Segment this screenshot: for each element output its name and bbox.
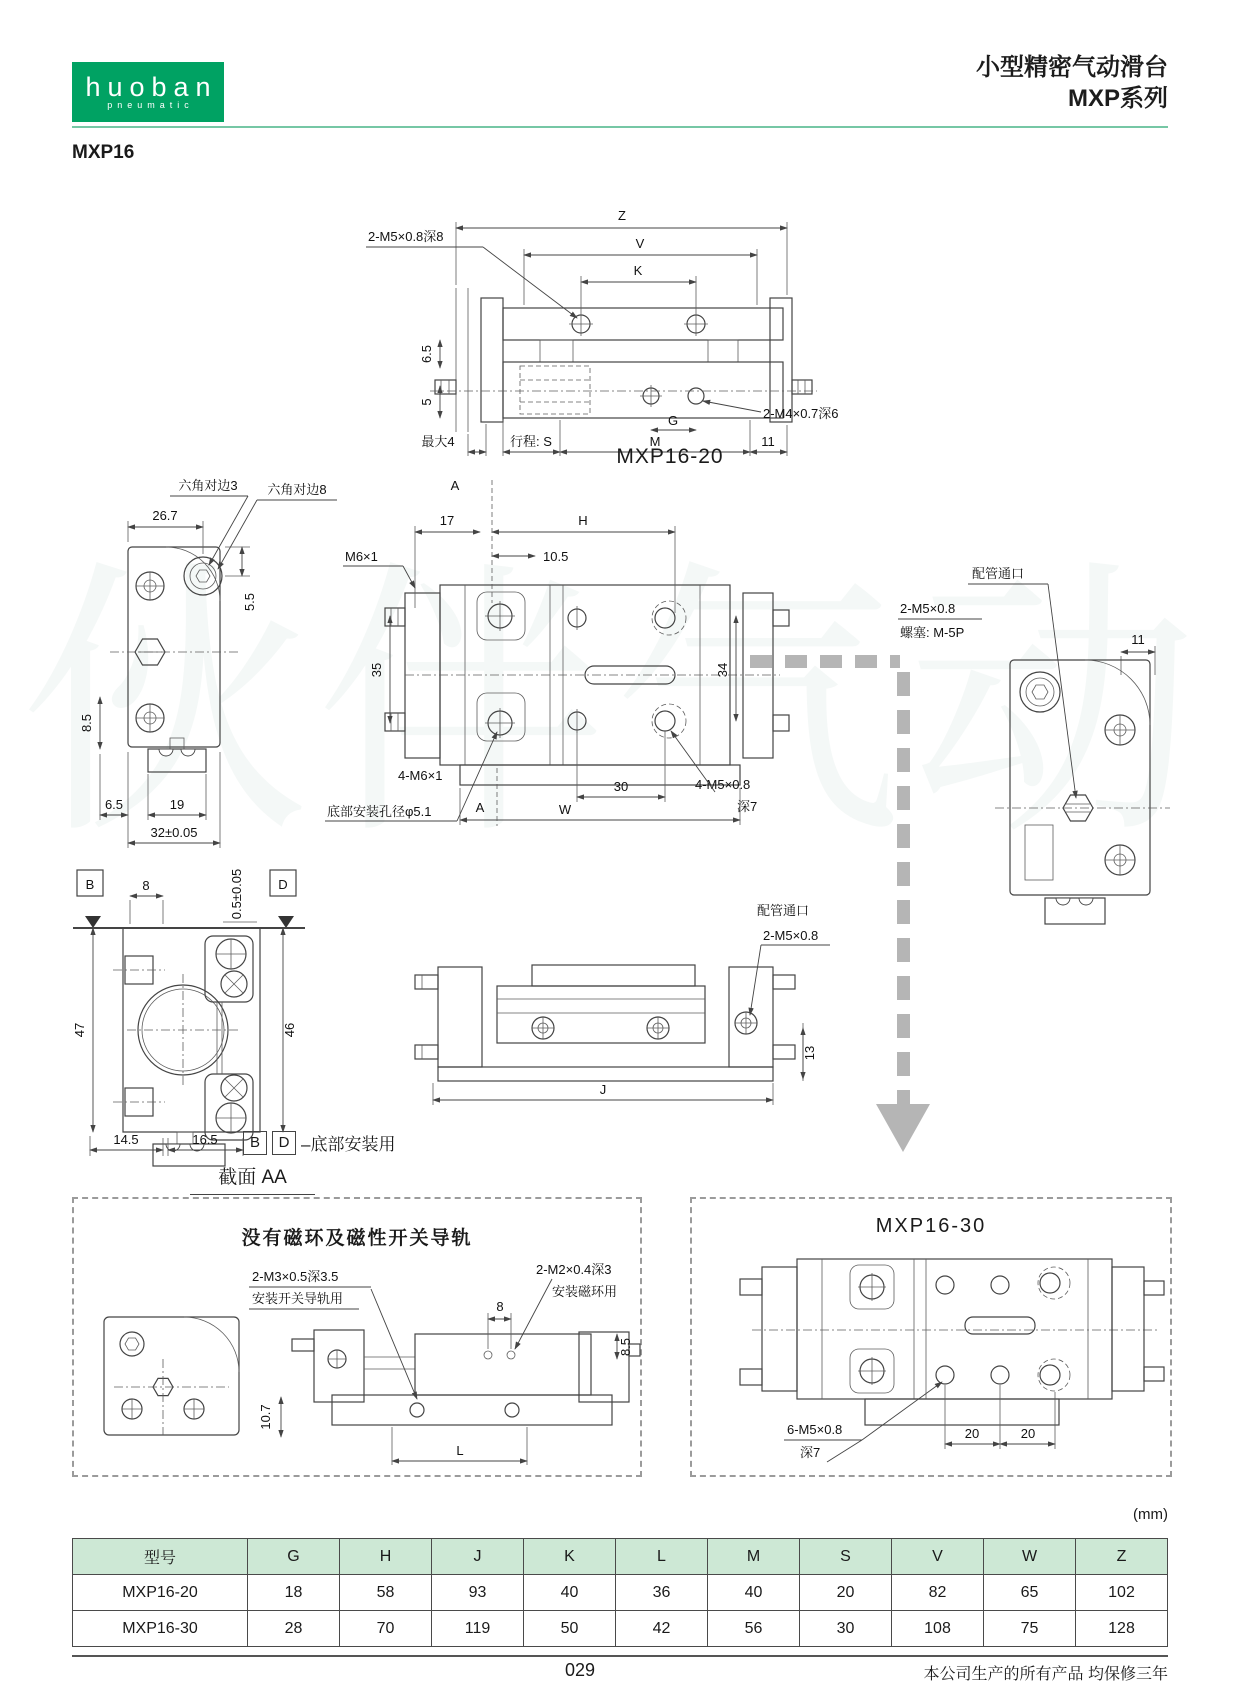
col-header-model: 型号 [73,1539,248,1575]
col-header-l: L [616,1539,708,1575]
dim-34: 34 [715,662,730,678]
table-row-mxp16-30 [73,1611,1168,1647]
caption-mxp16-30: MXP16-30 [875,1215,987,1237]
mxp30-dimensions [945,1385,1055,1449]
callout-2m4: 2-M4×0.7深6 [763,406,839,421]
mxp30-geometry [740,1259,1164,1425]
flow-arrow-vertical [897,672,910,1104]
dimensions-table [72,1538,1168,1647]
top-view-dimensions [419,208,787,456]
col-header-z: Z [1076,1539,1168,1575]
cell-value: 20 [800,1575,892,1611]
callout-rail-line1: 2-M3×0.5深3.5 [252,1269,339,1284]
dim-19: 19 [169,797,185,812]
callout-4m6: 4-M6×1 [398,768,443,783]
callout-plug: 螺塞: M-5P [900,625,965,640]
cell-value: 108 [892,1611,984,1647]
cell-value: 119 [432,1611,524,1647]
dim-8: 8 [496,1299,504,1314]
caption-mxp16-20: MXP16-20 [616,445,724,468]
dim-6-5: 6.5 [419,344,434,364]
callout-4m5-depth: 深7 [737,799,758,814]
brand-logo [72,62,224,122]
cell-value: 82 [892,1575,984,1611]
note-mark-b: B [243,1131,267,1155]
footer-divider [72,1655,1168,1657]
mark-a-top: A [450,478,460,493]
dim-g: G [667,413,679,428]
col-header-v: V [892,1539,984,1575]
mark-a-bottom: A [475,800,485,815]
plan-view-geometry [385,585,789,785]
callout-hex8: 六角对边8 [267,482,327,497]
dim-max4: 最大4 [421,434,455,449]
dim-l: L [456,1443,464,1458]
callout-2m5: 2-M5×0.8 [900,601,956,616]
cell-value: 28 [248,1611,340,1647]
section-datum-marks [73,869,305,928]
dim-35: 35 [369,662,384,678]
cell-value: 40 [524,1575,616,1611]
callout-ring-line2: 安装磁环用 [552,1284,618,1299]
callout-6m5-depth: 深7 [800,1445,821,1460]
dim-47: 47 [72,1022,87,1038]
callout-rail-line2: 安装开关导轨用 [252,1291,344,1306]
cell-value: 75 [984,1611,1076,1647]
dim-30: 30 [613,779,629,794]
top-view-callouts [366,229,839,421]
cell-value: 128 [1076,1611,1168,1647]
mxp16-30-panel [690,1197,1172,1477]
warranty-note: 本公司生产的所有产品 均保修三年 [923,1666,1168,1683]
dim-k: K [633,263,643,278]
drawing-top-side-view [335,190,900,465]
callout-pipe-port: 配管通口 [757,903,810,918]
cell-value: 56 [708,1611,800,1647]
dim-stroke: 行程: S [510,434,552,449]
dim-11: 11 [1131,632,1145,647]
section-dimensions [72,928,297,1156]
units-label: (mm) [1133,1506,1168,1523]
brand-logo-subtext: pneumatic [107,100,194,110]
dim-20-b: 20 [1020,1426,1036,1441]
dim-w: W [558,802,572,817]
dim-16-5: 16.5 [192,1132,218,1147]
dim-17: 17 [439,513,455,528]
dim-8: 8 [142,878,150,893]
no-magnet-panel [72,1197,642,1477]
dim-8-5: 8.5 [79,713,94,733]
top-view-geometry [430,288,817,432]
front-view-callouts [750,903,830,1015]
dim-h: H [578,513,588,528]
no-magnet-title: 没有磁环及磁性开关导轨 [241,1228,473,1249]
mark-d: D [278,877,288,892]
col-header-w: W [984,1539,1076,1575]
cell-value: 36 [616,1575,708,1611]
note-mark-d: D [272,1131,296,1155]
cell-value: 58 [340,1575,432,1611]
table-header-row [73,1539,1168,1575]
drawing-right-end-view [830,540,1190,930]
dim-13: 13 [802,1045,817,1061]
dim-8-5: 8.5 [618,1337,633,1357]
header-divider [72,126,1168,128]
cell-value: 93 [432,1575,524,1611]
cell-value: 70 [340,1611,432,1647]
drawing-front-view [405,895,840,1110]
brand-logo-text: huoban [85,72,218,102]
cell-model: MXP16-30 [73,1611,248,1647]
cell-value: 40 [708,1575,800,1611]
cell-value: 50 [524,1611,616,1647]
col-header-m: M [708,1539,800,1575]
col-header-k: K [524,1539,616,1575]
page-number: 029 [564,1660,596,1680]
mark-b: B [85,877,95,892]
dim-10-7: 10.7 [258,1404,273,1430]
dim-11: 11 [761,434,775,449]
col-header-h: H [340,1539,432,1575]
dim-0-5: 0.5±0.05 [229,868,244,920]
cell-model: MXP16-20 [73,1575,248,1611]
callout-pipe-port: 配管通口 [972,566,1025,581]
left-view-geometry [110,547,238,772]
col-header-j: J [432,1539,524,1575]
dim-5-5: 5.5 [242,592,257,612]
callout-2m5: 2-M5×0.8 [763,928,819,943]
left-view-dimensions [79,508,257,848]
bottom-mount-note [243,1130,395,1155]
dim-j: J [599,1082,607,1097]
cell-value: 65 [984,1575,1076,1611]
col-header-s: S [800,1539,892,1575]
callout-4m5: 4-M5×0.8 [695,777,751,792]
cell-value: 42 [616,1611,708,1647]
no-magnet-callouts [249,1262,617,1399]
dim-6-5-bottom: 6.5 [104,797,124,812]
dim-v: V [635,236,645,251]
callout-2m5: 2-M5×0.8深8 [368,229,444,244]
flow-arrow-horizontal [750,655,900,668]
mxp30-callouts [784,1382,942,1462]
drawing-mxp16-30 [692,1199,1170,1475]
note-text: –底部安装用 [301,1135,396,1154]
callout-6m5: 6-M5×0.8 [787,1422,843,1437]
col-header-g: G [248,1539,340,1575]
dim-26-7: 26.7 [152,508,178,523]
no-magnet-end-block [104,1317,239,1435]
dim-m: M [649,434,661,449]
page-title-line2: MXP系列 [1067,85,1168,112]
front-view-dimensions [433,1023,817,1105]
dim-20-a: 20 [964,1426,980,1441]
cell-value: 102 [1076,1575,1168,1611]
drawing-plan-view [325,468,805,840]
callout-bottom-hole: 底部安装孔径φ5.1 [327,804,432,819]
page-title [700,52,1168,114]
no-magnet-elevation [292,1330,640,1425]
model-heading: MXP16 [72,142,135,163]
drawing-no-magnet [74,1199,640,1475]
cell-value: 18 [248,1575,340,1611]
section-geometry [113,928,260,1166]
cell-value: 30 [800,1611,892,1647]
dim-46: 46 [282,1022,297,1038]
callout-hex3: 六角对边3 [178,478,238,493]
dim-z: Z [618,208,626,223]
callout-m6: M6×1 [345,549,378,564]
dim-14-5: 14.5 [113,1132,139,1147]
page-title-line1: 小型精密气动滑台 [976,54,1168,81]
table-row-mxp16-20 [73,1575,1168,1611]
dim-5: 5 [419,398,434,406]
right-view-geometry [995,660,1170,924]
caption-section-aa: 截面 AA [190,1162,315,1195]
flow-arrow-head [876,1104,930,1152]
callout-ring-line1: 2-M2×0.4深3 [536,1262,612,1277]
dim-32: 32±0.05 [150,825,198,840]
dim-10-5: 10.5 [543,549,569,564]
front-view-geometry [415,965,795,1081]
